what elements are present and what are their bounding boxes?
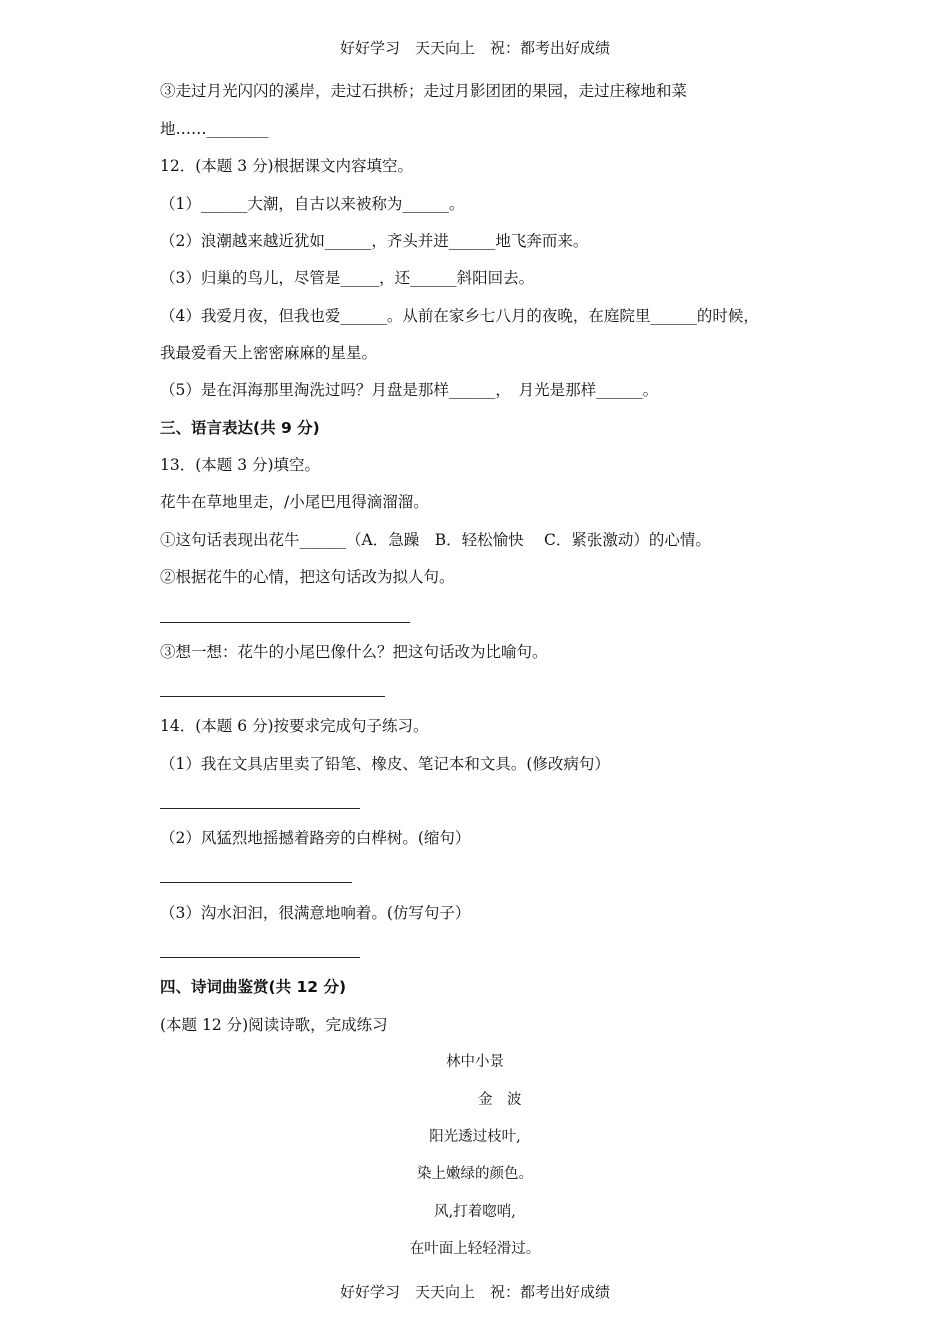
- poem-line-3: 风,打着唿哨,: [434, 1204, 516, 1220]
- q13-part3: ③想一想：花牛的小尾巴像什么？把这句话改为比喻句。: [160, 643, 548, 661]
- q13-part1: ①这句话表现出花牛______（A．急躁 B．轻松愉快 C．紧张激动）的心情。: [160, 531, 711, 549]
- q13-part2-answer-line: [160, 622, 410, 623]
- q13-part3-answer-line: [160, 696, 385, 697]
- q14-item3: （3）沟水汩汩，很满意地响着。(仿写句子）: [160, 904, 471, 922]
- poem-title: 林中小景: [446, 1054, 504, 1070]
- q12-item-4: （4）我爱月夜，但我也爱______。从前在家乡七八月的夜晚，在庭院里______的时候，: [160, 307, 759, 325]
- q13-sentence: 花牛在草地里走，/小尾巴甩得滴溜溜。: [160, 493, 429, 511]
- q14-item2-answer-line: [160, 882, 352, 883]
- q12-item-2: （2）浪潮越来越近犹如______，齐头并进______地飞奔而来。: [160, 232, 589, 250]
- page-header: 好好学习 天天向上 祝：都考出好成绩: [339, 39, 610, 57]
- q14-item3-answer-line: [160, 957, 360, 958]
- q15-instruction: (本题 12 分)阅读诗歌，完成练习: [160, 1016, 388, 1034]
- q12-item-3: （3）归巢的鸟儿，尽管是_____，还______斜阳回去。: [160, 269, 535, 287]
- q13-part2: ②根据花牛的心情，把这句话改为拟人句。: [160, 568, 455, 586]
- q12-item-4-continuation: 我最爱看天上密密麻麻的星星。: [160, 344, 378, 362]
- poem-author: 金 波: [478, 1092, 522, 1108]
- section-4-title: 四、诗词曲鉴赏(共 12 分): [160, 978, 347, 996]
- poem-line-4: 在叶面上轻轻滑过。: [409, 1241, 541, 1257]
- q11-item3-continuation: 地……________: [160, 120, 269, 138]
- page-footer: 好好学习 天天向上 祝：都考出好成绩: [339, 1283, 610, 1301]
- q12-title: 12．(本题 3 分)根据课文内容填空。: [160, 157, 414, 175]
- poem-line-2: 染上嫩绿的颜色。: [417, 1166, 533, 1182]
- q11-item3: ③走过月光闪闪的溪岸，走过石拱桥；走过月影团团的果园，走过庄稼地和菜: [160, 82, 688, 100]
- q14-item1-answer-line: [160, 808, 360, 809]
- q12-item-1: （1）______大潮，自古以来被称为______。: [160, 195, 465, 213]
- q14-item1: （1）我在文具店里卖了铅笔、橡皮、笔记本和文具。(修改病句）: [160, 755, 610, 773]
- section-3-title: 三、语言表达(共 9 分): [160, 419, 320, 437]
- q14-title: 14．(本题 6 分)按要求完成句子练习。: [160, 717, 429, 735]
- q14-item2: （2）风猛烈地摇撼着路旁的白桦树。(缩句）: [160, 829, 471, 847]
- poem-line-1: 阳光透过枝叶,: [429, 1129, 521, 1145]
- q12-item-5: （5）是在洱海那里淘洗过吗？月盘是那样______， 月光是那样______。: [160, 381, 659, 399]
- q13-title: 13．(本题 3 分)填空。: [160, 456, 321, 474]
